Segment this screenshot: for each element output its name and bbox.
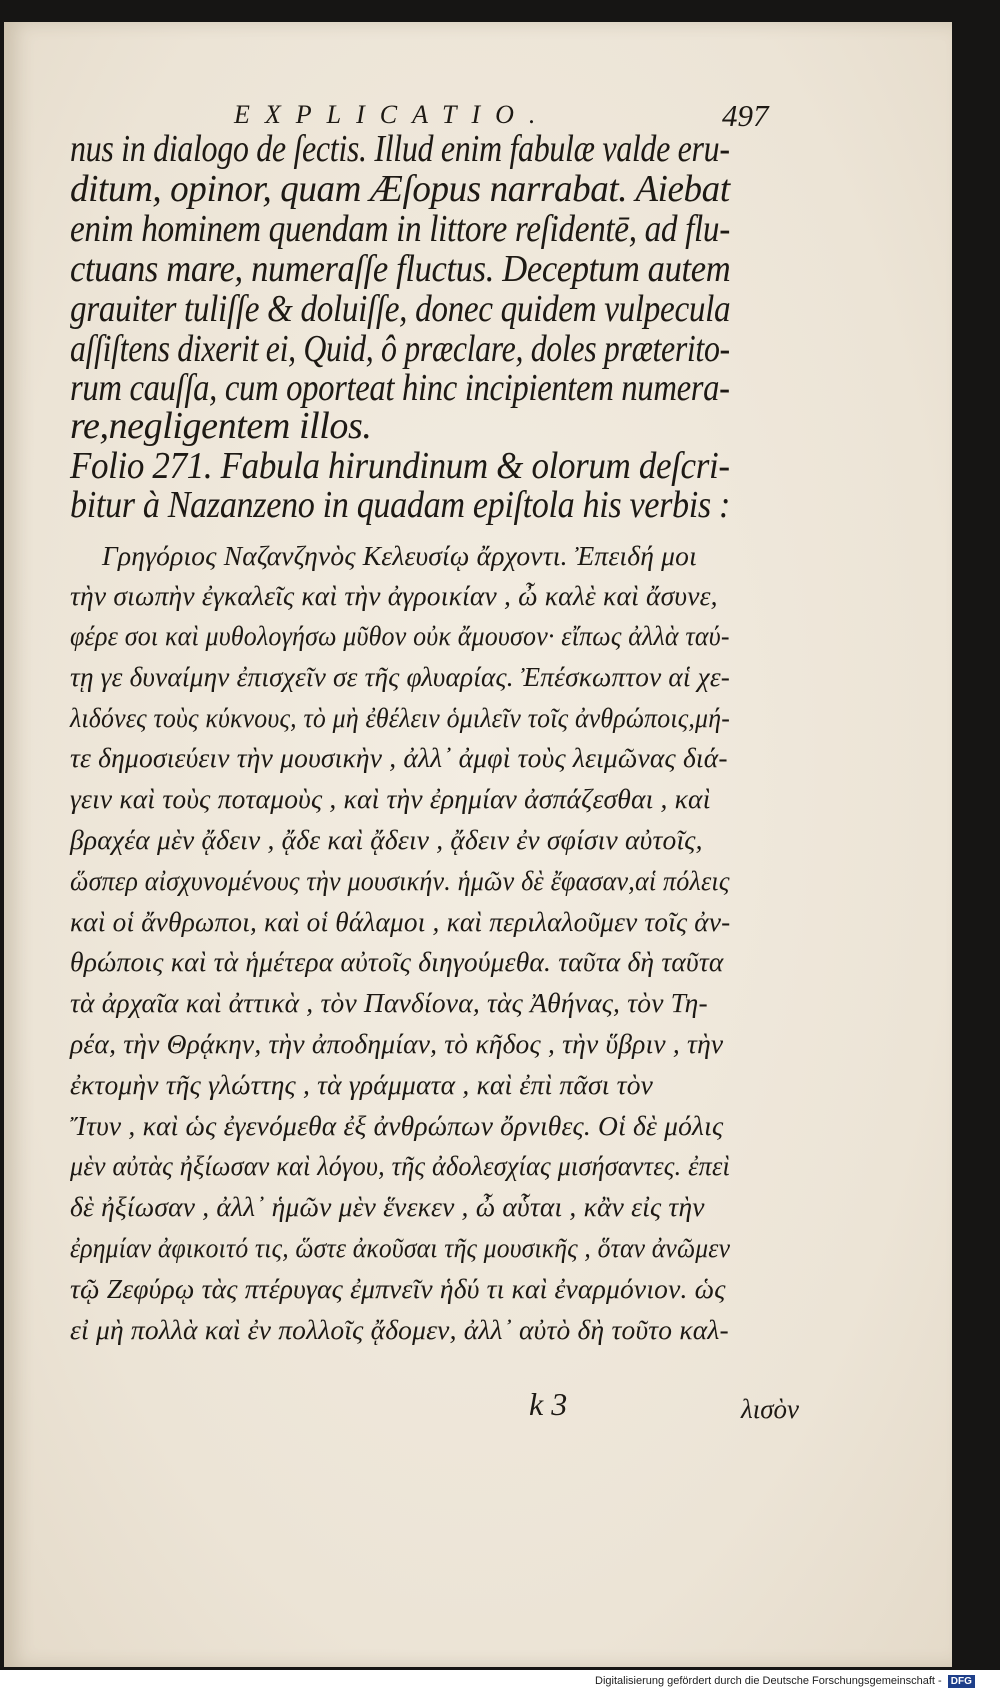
greek-line: Γρηγόριος Ναζανζηνὸς Κελευσίῳ ἄρχοντι. Ἐπειδή μοι <box>102 540 697 571</box>
latin-line: aſſiſtens dixerit ei, Quid, ô præclare, doles præterito- <box>70 328 730 370</box>
greek-line: τῷ Ζεφύρῳ τὰς πτέρυγας ἐμπνεῖν ἡδύ τι καὶ ἐναρμόνιον. ὡς <box>70 1273 726 1304</box>
greek-line: λιδόνες τοὺς κύκνους, τὸ μὴ ἐθέλειν ὁμιλεῖν τοῖς ἀνθρώποις,μή- <box>70 702 731 733</box>
latin-line: bitur à Nazanzeno in quadam epiſtola his verbis : <box>70 484 731 526</box>
page-number: 497 <box>722 98 769 133</box>
latin-line: enim hominem quendam in littore reſidentē, ad flu- <box>70 208 730 250</box>
greek-line: τε δημοσιεύειν τὴν μουσικὴν , ἀλλ᾽ ἀμφὶ τοὺς λειμῶνας διά- <box>70 742 728 773</box>
greek-line: ὥσπερ αἰσχυνομένους τὴν μουσικήν. ἡμῶν δὲ ἔφασαν,αἱ πόλεις <box>70 865 730 896</box>
footer-text: Digitalisierung gefördert durch die Deutsche Forschungsgemeinschaft - <box>595 1675 942 1687</box>
greek-line: τὴν σιωπὴν ἐγκαλεῖς καὶ τὴν ἀγροικίαν , ὦ καλὲ καὶ ἄσυνε, <box>70 580 718 611</box>
digitization-footer <box>595 1675 995 1688</box>
latin-line: grauiter tuliſſe & doluiſſe, donec quidem vulpecula <box>70 288 731 330</box>
greek-line: ἐρημίαν ἀφικοιτό τις, ὥστε ἀκοῦσαι τῆς μουσικῆς , ὅταν ἀνῶμεν <box>70 1232 731 1263</box>
greek-line: ρέα, τὴν Θρᾴκην, τὴν ἀποδημίαν, τὸ κῆδος , τὴν ὕβριν , τὴν <box>70 1028 724 1059</box>
latin-line: rum cauſſa, cum oporteat hinc incipientem numera- <box>70 367 730 409</box>
latin-line: nus in dialogo de ſectis. Illud enim fabulæ valde eru- <box>70 128 730 170</box>
greek-line: Ἴτυν , καὶ ὡς ἐγενόμεθα ἐξ ἀνθρώπων ὄρνιθες. Οἱ δὲ μόλις <box>70 1110 724 1141</box>
dfg-logo: DFG <box>948 1675 975 1688</box>
greek-line: δὲ ἠξίωσαν , ἀλλ᾽ ἡμῶν μὲν ἕνεκεν , ὦ αὗται , κἂν εἰς τὴν <box>70 1191 705 1222</box>
greek-line: μὲν αὐτὰς ἠξίωσαν καὶ λόγου, τῆς ἀδολεσχίας μισήσαντες. ἐπεὶ <box>70 1150 730 1181</box>
greek-line: τῃ γε δυναίμην ἐπισχεῖν σε τῆς φλυαρίας. Ἐπέσκωπτον αἱ χε- <box>70 661 731 692</box>
greek-line: τὰ ἀρχαῖα καὶ ἀττικὰ , τὸν Πανδίονα, τὰς Ἀθήνας, τὸν Τη- <box>70 987 708 1018</box>
greek-line: ἐκτομὴν τῆς γλώττης , τὰ γράμματα , καὶ ἐπὶ πᾶσι τὸν <box>70 1069 654 1100</box>
greek-line: εἰ μὴ πολλὰ καὶ ἐν πολλοῖς ᾄδομεν, ἀλλ᾽ αὐτὸ δὴ τοῦτο καλ- <box>70 1314 729 1345</box>
greek-line: καὶ οἱ ἄνθρωποι, καὶ οἱ θάλαμοι , καὶ περιλαλοῦμεν τοῖς ἀν- <box>70 906 731 937</box>
latin-line: re,negligentem illos. <box>70 405 372 447</box>
greek-line: θρώποις καὶ τὰ ἡμέτερα αὐτοῖς διηγούμεθα. ταῦτα δὴ ταῦτα <box>70 946 724 977</box>
running-head: EXPLICATIO. <box>234 100 551 129</box>
signature-mark: k 3 <box>529 1386 568 1422</box>
latin-line: ctuans mare, numeraſſe fluctus. Deceptum autem <box>70 248 731 290</box>
greek-line: φέρε σοι καὶ μυθολογήσω μῦθον οὐκ ἄμουσον· εἴπως ἀλλὰ ταύ- <box>70 620 730 651</box>
greek-line: γειν καὶ τοὺς ποταμοὺς , καὶ τὴν ἐρημίαν ἀσπάζεσθαι , καὶ <box>70 783 711 814</box>
latin-line: Folio 271. Fabula hirundinum & olorum deſcri- <box>70 445 730 487</box>
latin-line: ditum, opinor, quam Æſopus narrabat. Aiebat <box>70 168 730 210</box>
book-page <box>4 22 952 1667</box>
catchword: λισὸν <box>741 1394 799 1424</box>
greek-line: βραχέα μὲν ᾄδειν , ᾄδε καὶ ᾄδειν , ᾄδειν ἐν σφίσιν αὐτοῖς, <box>70 824 703 855</box>
